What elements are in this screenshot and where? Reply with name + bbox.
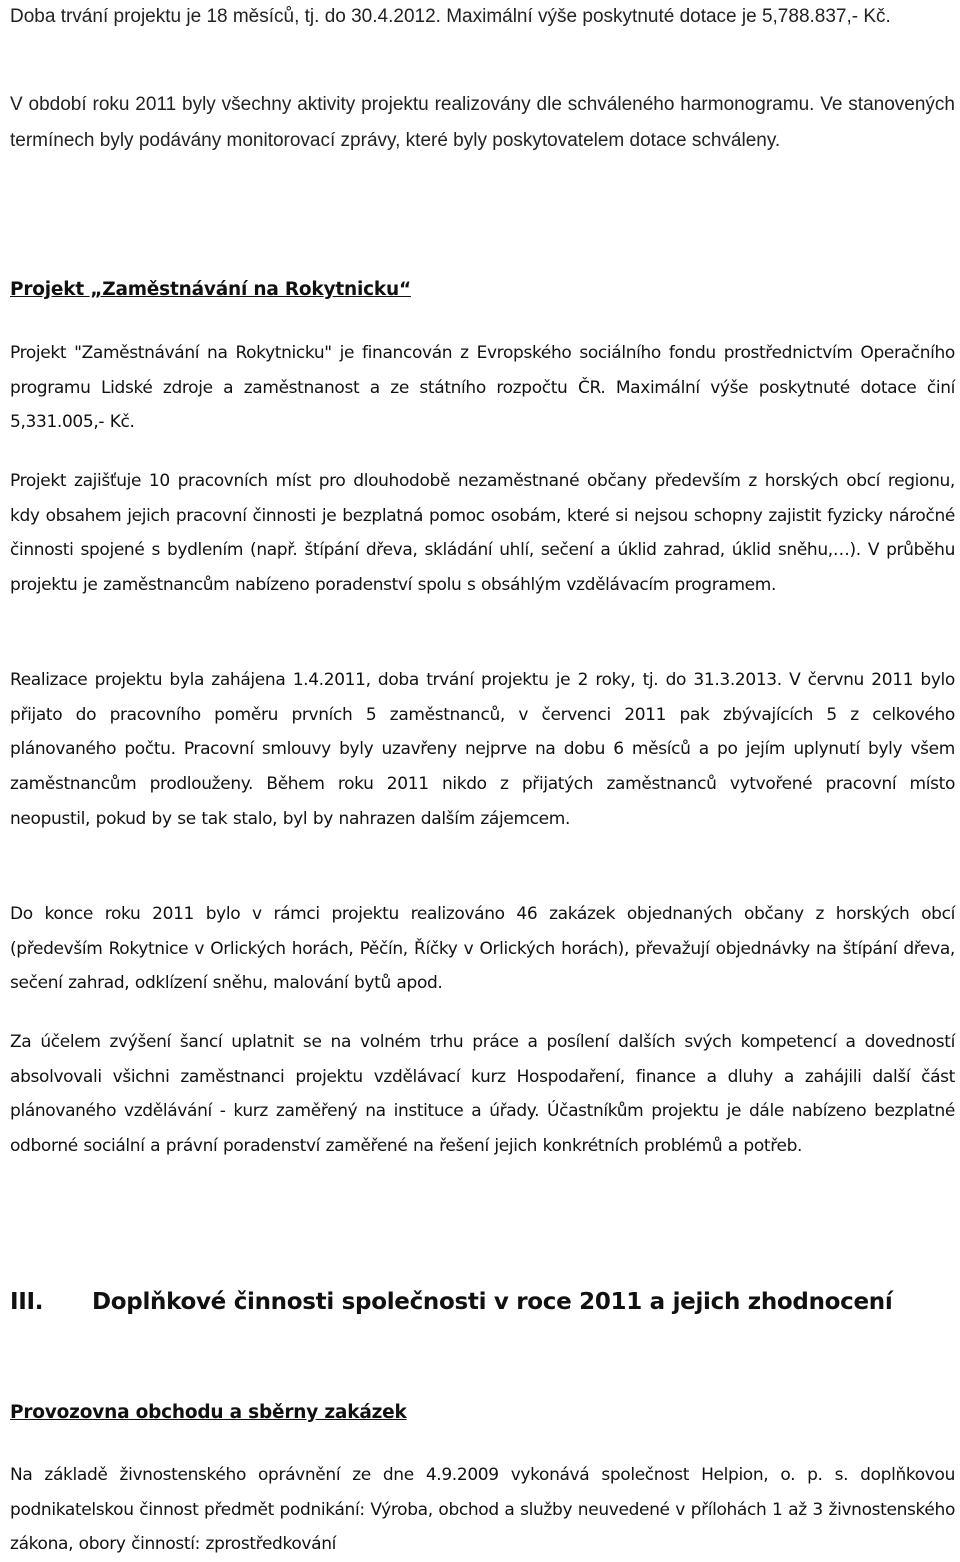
project-paragraph-positions: Projekt zajišťuje 10 pracovních míst pro dlouhodobě nezaměstnané občany především z horských obcí regionu, kdy obsahem jejich pracovní činnosti je bezplatná pomoc osobám, které si nejsou schopny zajistit fyzicky náročné činnosti spojené s bydlením (např. štípání dřeva, skládání uhlí, sečení a úklid zahrad, úklid sněhu,…). V průběhu projektu je zaměstnancům nabízeno poradenství spolu s obsáhlým vzdělávacím programem. [10,471,955,596]
section-title: Provozovna obchodu a sběrny zakázek [10,1402,407,1423]
chapter-heading [10,1289,955,1315]
intro-paragraph-activities: V období roku 2011 byly všechny aktivity projektu realizovány dle schváleného harmonogramu. Ve stanovených termínech byly podávány monitorovací zprávy, které byly poskytovatelem dotace schváleny. [10,94,955,151]
project-title: Projekt „Zaměstnávání na Rokytnicku“ [10,279,411,300]
project-paragraph-funding: Projekt "Zaměstnávání na Rokytnicku" je financován z Evropského sociálního fondu prostřednictvím Operačního programu Lidské zdroje a zaměstnanost a ze státního rozpočtu ČR. Maximální výše poskytnuté dotace činí 5,331.005,- Kč. [10,343,955,433]
intro-paragraph-duration: Doba trvání projektu je 18 měsíců, tj. do 30.4.2012. Maximální výše poskytnuté dotace je 5,788.837,- Kč. [10,6,891,27]
chapter-title: Doplňkové činnosti společnosti v roce 2011 a jejich zhodnocení [92,1289,893,1315]
section-paragraph-license: Na základě živnostenského oprávnění ze dne 4.9.2009 vykonává společnost Helpion, o. p. s. doplňkovou podnikatelskou činnost předmět podnikání: Výroba, obchod a služby neuvedené v přílohách 1 až 3 živnostenského zákona, obory činností: zprostředkování [10,1465,955,1555]
project-paragraph-orders: Do konce roku 2011 bylo v rámci projektu realizováno 46 zakázek objednaných občany z horských obcí (především Rokytnice v Orlických horách, Pěčín, Říčky v Orlických horách), převažují objednávky na štípání dřeva, sečení zahrad, odklízení sněhu, malování bytů apod. [10,904,955,994]
project-paragraph-realization: Realizace projektu byla zahájena 1.4.2011, doba trvání projektu je 2 roky, tj. do 31.3.2013. V červnu 2011 bylo přijato do pracovního poměru prvních 5 zaměstnanců, v červenci 2011 pak zbývajících 5 z celkového plánovaného počtu. Pracovní smlouvy byly uzavřeny nejprve na dobu 6 měsíců a po jejím uplynutí byly všem zaměstnancům prodlouženy. Během roku 2011 nikdo z přijatých zaměstnanců vytvořené pracovní místo neopustil, pokud by se tak stalo, byl by nahrazen dalším zájemcem. [10,670,955,829]
project-paragraph-education: Za účelem zvýšení šancí uplatnit se na volném trhu práce a posílení dalších svých kompetencí a dovedností absolvovali všichni zaměstnanci projektu vzdělávací kurz Hospodaření, finance a dluhy a zahájili další část plánovaného vzdělávání - kurz zaměřený na instituce a úřady. Účastníkům projektu je dále nabízeno bezplatné odborné sociální a právní poradenství zaměřené na řešení jejich konkrétních problémů a potřeb. [10,1032,955,1157]
chapter-number: III. [10,1289,44,1315]
